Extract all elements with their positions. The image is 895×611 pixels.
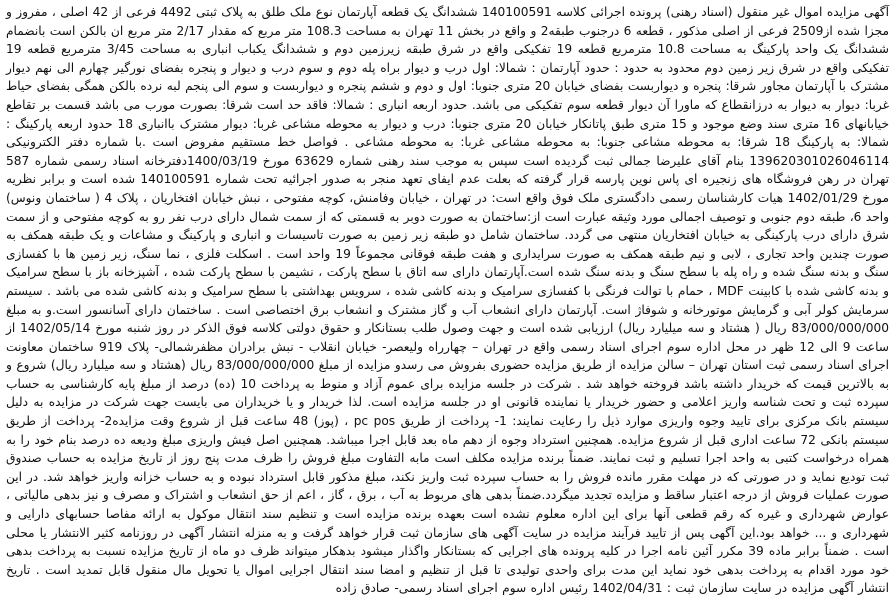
auction-notice-text: آگهی مزایده اموال غیر منقول (اسناد رهنی) پرونده اجرائی کلاسه 140100591 ششدانگ یک قطعه آپارتمان نوع ملک طلق به پلاک ثبتی 4492 فرعی از 42 اصلی ، مفروز و مجزا شده از2509 فرعی از اصلی مذکور ، قطعه 6 درجنوب طبقه2 و واقع در بخش 11 تهران به مساحت 108.3 متر مربع که مقدار 2/17 متر مربع ان بالکن است بانضمام ششدانگ یک واحد پارکینگ به مساحت 10.8 مترمربع قطعه 19 تفکیکی واقع در شرق طبقه زیرزمین دوم و ششدانگ یکباب انباری به مساحت 3/45 مترمربع قطعه 19 تفکیکی واقع در شرق زیر زمین دوم محدود به حدود : حدود آپارتمان : شمالا: اول درب و دیوار براه پله دوم و سوم درب و دیوار و پنجره بفضای نورگیر چهارم الی نهم دیوار مشترک با آپارتمان مجاور شرقا: پنجره و دیواربست بفضای خیابان 20 متری جنوبا: اول و دوم و ششم پنجره و دیواربست و سوم الی پنجم لبه نرده بالکن همگی بفضای حیاط غربا: دیوار به دیوار به درزانقطاع که ماورا آن دیوار قطعه سوم تفکیکی می باشد. حدود اربعه انباری : شمالا: فاقد حد است شرقا: بصورت مورب می باشد قسمت بر تقاطع خیابانهای 16 متری سند وضع موجود و 15 متری طبق پاتانکار خیابان 20 متری جنوبا: درب و دیوار به محوطه مشاعی غربا: دیوار مشترک باانباری 18 حدود اربعه پارکینگ : شمالا: به پارکینگ 18 شرقا: به محوطه مشاعی جنوبا: به محوطه مشاعی غربا: به محوطه مشاعی . فواصل خط مستقیم مفروض است .با شماره دفتر الکترونیکی 139620301026046114 بنام آقای علیرضا جمالی ثبت گردیده است سپس به موجب سند رهنی شماره 63629 مورخ 1400/03/19دفترخانه اسناد رسمی شماره 587 تهران در رهن فروشگاه های زنجیره ای پاس نوین پارسه قرار گرفته که بعلت عدم ایفای تعهد منجر به صدور اجرائیه تحت شماره 140100591 شده است و برابر نظریه مورخ 1402/01/29 هیات کارشناسان رسمی دادگستری ملک فوق واقع است: در تهران ، خیابان وفامنش، کوچه مفتوحی ، نبش خیابان افتخاریان ، پلاک 4 ( ساختمان ونوس) واحد 6، طبقه دوم جنوبی و توصیف اجمالی مورد وثیقه عبارت است از:ساختمان به صورت دوبر به قسمتی که از سمت شمال دارای درب نفر رو به کوچه مفتوحی و از سمت شرق دارای درب پارکینگی به خیابان افتخاریان منتهی می گردد. ساختمان شامل دو طبقه زیر زمین به صورت تاسیسات و انباری و پارکینگ و مشاعات و یک طبقه همکف به صورت چندین واحد تجاری ، لابی و نیم طبقه همکف به صورت سرایداری و هفت طبقه فوقانی مجموعاً 19 واحد است . اسکلت فلزی ، نما سنگ، زیر زمین ها با کفسازی سنگ و بدنه سنگ شده و راه پله با سطح سنگ و بدنه سنگ شده است.آپارتمان دارای سه اتاق با سطح پارکت ، نشیمن با سطح پارکت شده ، آشپزخانه باز با سطح سرامیک و بدنه کاشی شده با کابینت MDF ، حمام با توالت فرنگی با کفسازی سرامیک و بدنه کاشی شده ، سرویس بهداشتی با سطح سرامیک و بدنه کاشی شده می باشد . سیستم سرمایش کولر آبی و گرمایش موتورخانه و شوفاژ است. آپارتمان دارای انشعاب آب و گاز مشترک و انشعاب برق اختصاصی است . ساختمان دارای آسانسور است.و به مبلغ 83/000/000/000 ریال ( هشتاد و سه میلیارد ریال) ارزیابی شده است و جهت وصول طلب بستانکار و حقوق دولتی کلاسه فوق الذکر در روز شنبه مورخ 1402/05/14 از ساعت 9 الی 12 ظهر در محل اداره سوم اجرای اسناد رسمی واقع در تهران – چهارراه ولیعصر- خیابان انقلاب - نبش برادران مظفرشمالی- پلاک 919 ساختمان معاونت اجرای اسناد رسمی ثبت استان تهران – سالن مزایده از طریق مزایده حضوری بفروش می رسدو مزایده از مبلغ 83/000/000/000 ریال (هشتاد و سه میلیارد ریال) شروع و به بالاترین قیمت که خریدار داشته باشد فروخته خواهد شد . شرکت در جلسه مزایده برای عموم آزاد و منوط به پرداخت 10 (ده) درصد از مبلغ پایه کارشناسی به حساب سپرده ثبت و تحت شناسه واریز اعلامی و حضور خریدار یا نماینده قانونی او در جلسه مزایده است. لذا خریدار و یا خریداران می بایست جهت شرکت در مزایده به دلیل سیستم بانک مرکزی برای تایید وجوه واریزی موارد ذیل را رعایت نمایند: 1- پرداخت از طریق pc pos ، (پوز) 48 ساعت قبل از شروع وقت مزایده2- پرداخت از طریق سیستم بانکی 72 ساعت اداری قبل از شروع مزایده. همچنین استرداد وجوه از دهم ماه بعد قابل اجرا میباشد. همچنین اصل فیش واریزی مبلغ ودیعه ده درصد بنام خود را به همراه درخواست کتبی به واحد اجرا تسلیم و ثبت نمایند. ضمناً برنده مزایده مکلف است مابه التفاوت مبلغ فروش را ظرف مدت پنج روز از تاریخ مزایده به حساب صندوق ثبت تودیع نماید و در صورتی که در مهلت مقرر مانده فروش را به حساب سپرده ثبت واریز نکند، مبلغ مذکور قابل استرداد نبوده و به حساب خزانه واریز خواهد شد. در این صورت عملیات فروش از درجه اعتبار ساقط و مزایده تجدید میگردد.ضمناً بدهی های مربوط به آب ، برق ، گاز ، اعم از حق انشعاب و اشتراک و مصرف و نیز بدهی مالیاتی ، عوارض شهرداری و غیره که رقم قطعی آنها برای این اداره معلوم نشده است بعهده برنده مزایده است و تنظیم سند انتقال موکول به ارائه مفاصا حسابهای دارایی و شهرداری و ... خواهد بود.این آگهی پس از تایید فرآیند مزایده در سایت آگهی های سازمان ثبت قرار خواهد گرفت و به منزله انتشار آگهی در روزنامه کثیر الانتشار یا محلی است . ضمناً برابر ماده 39 مکرر آئین نامه اجرا در کلیه پرونده های اجرایی که بستانکار واگذار میشود بدهکار میتواند ظرف دو ماه از تاریخ مزایده نسبت به پرداخت بدهی خود مورد اقدام به پرداخت بدهی خود نماید این مدت برای واحدی تولیدی تا قبل از تنظیم و امضا سند انتقال اجرایی اموال یا تحویل مال منقول قابل تمدید است . تاریخ انتشار آگهی مزایده در سایت سازمان ثبت : 1402/04/31 رئیس اداره سوم اجرای اسناد رسمی- صادق زاده [6, 5, 890, 596]
